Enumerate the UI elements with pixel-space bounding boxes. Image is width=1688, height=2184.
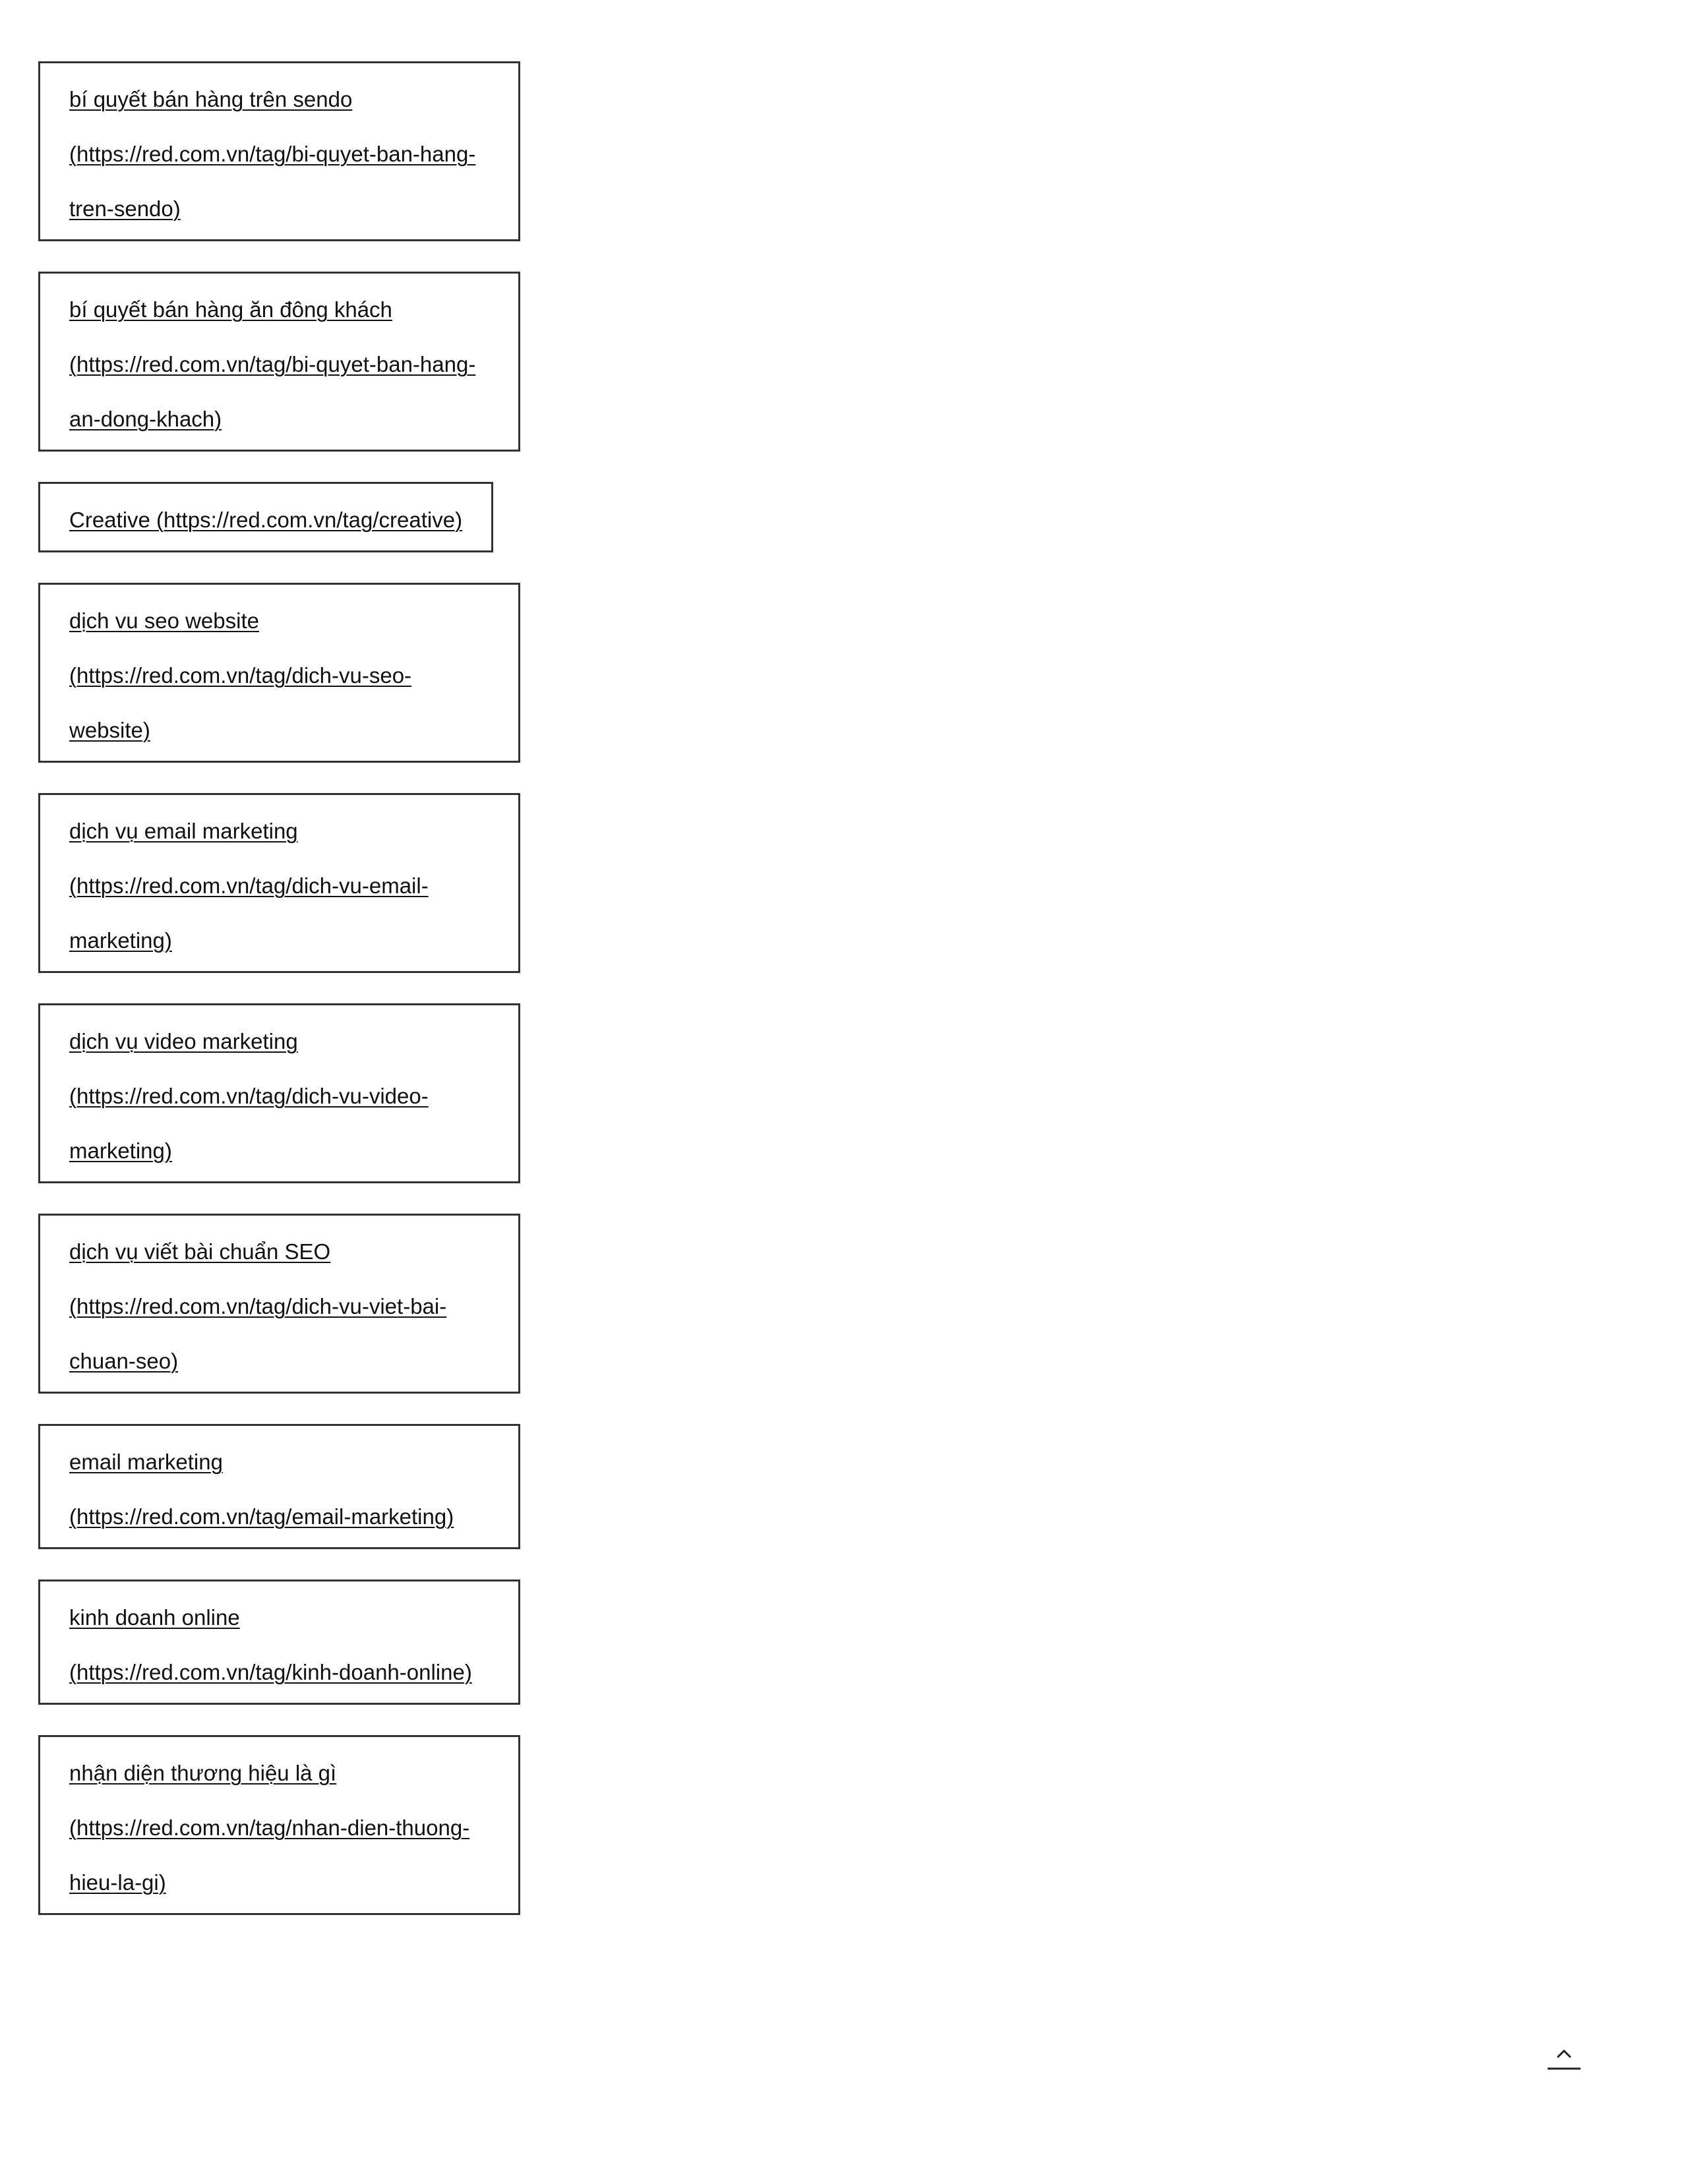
tag-link[interactable]: dịch vụ email marketing (https://red.com.vn/tag/dich-vu-email-marketing) (69, 819, 429, 953)
tag-item (38, 482, 493, 552)
tag-link[interactable]: dịch vụ viết bài chuẩn SEO (https://red.com.vn/tag/dich-vu-viet-bai-chuan-seo) (69, 1239, 447, 1373)
tag-link[interactable]: bí quyết bán hàng trên sendo (https://red.com.vn/tag/bi-quyet-ban-hang-tren-sendo) (69, 87, 476, 221)
tag-item (38, 1003, 520, 1183)
tag-link[interactable]: kinh doanh online (https://red.com.vn/tag/kinh-doanh-online) (69, 1605, 472, 1684)
tag-link[interactable]: email marketing (https://red.com.vn/tag/email-marketing) (69, 1450, 454, 1529)
tag-item (38, 1214, 520, 1394)
tag-item (38, 61, 520, 241)
back-to-top-button[interactable] (1547, 2042, 1581, 2073)
tag-item (38, 272, 520, 452)
chevron-up-icon (1547, 2042, 1581, 2073)
tag-item (38, 793, 520, 973)
tag-link[interactable]: dịch vụ video marketing (https://red.com.vn/tag/dich-vu-video-marketing) (69, 1029, 429, 1163)
tag-item (38, 583, 520, 763)
tag-link[interactable]: nhận diện thương hiệu là gì (https://red.com.vn/tag/nhan-dien-thuong-hieu-la-gi) (69, 1761, 470, 1895)
tag-item (38, 1735, 520, 1915)
tag-link[interactable]: Creative (https://red.com.vn/tag/creative) (69, 508, 463, 532)
tag-link[interactable]: bí quyết bán hàng ăn đông khách (https://red.com.vn/tag/bi-quyet-ban-hang-an-dong-khach) (69, 297, 476, 431)
tag-link[interactable]: dịch vu seo website (https://red.com.vn/tag/dich-vu-seo-website) (69, 608, 412, 742)
tag-item (38, 1424, 520, 1549)
tag-item (38, 1579, 520, 1705)
tag-list (38, 61, 526, 1915)
